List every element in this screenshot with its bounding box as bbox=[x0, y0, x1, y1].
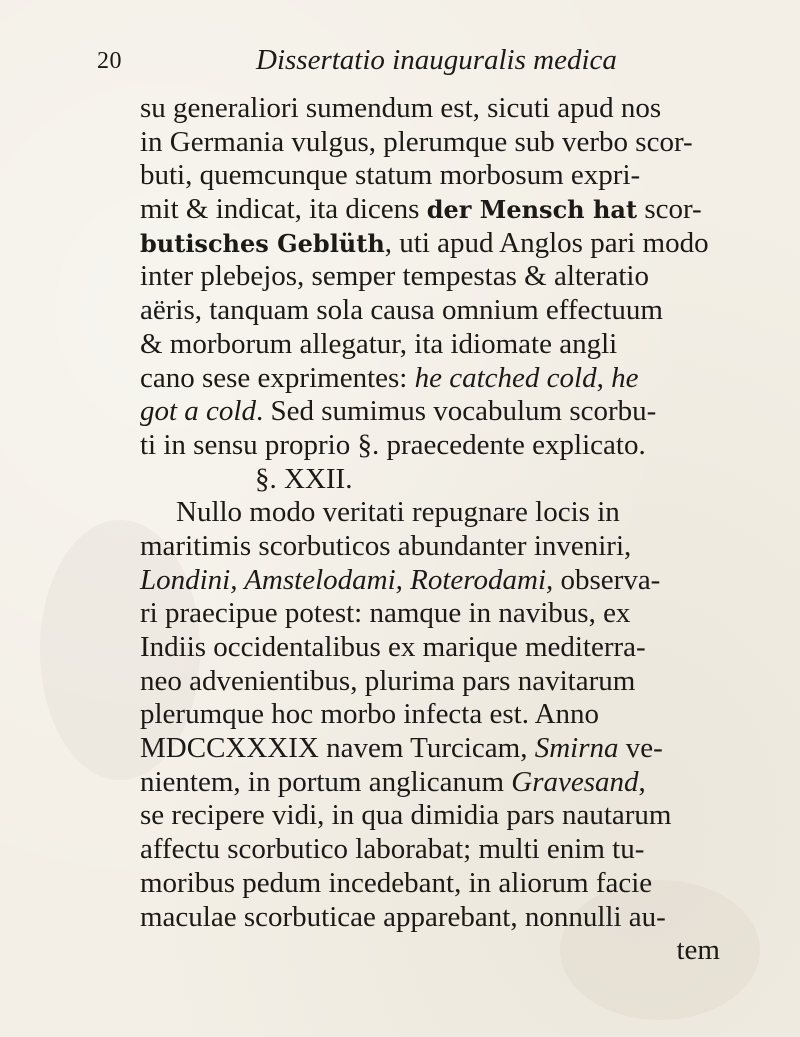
text-line: plerumque hoc morbo infecta est. Anno bbox=[140, 698, 600, 731]
text-line: in Germania vulgus, plerumque sub verbo scor- bbox=[140, 125, 693, 158]
english-phrase: he bbox=[611, 361, 639, 394]
page-number: 20 bbox=[97, 48, 122, 74]
text-line: su generaliori sumendum est, sicuti apud nos bbox=[140, 92, 662, 124]
body-text bbox=[140, 92, 780, 968]
text-line: ti in sensu proprio §. praecedente explicato. bbox=[140, 428, 646, 461]
text-line: Indiis occidentalibus ex marique mediterra- bbox=[140, 631, 646, 663]
text-line: moribus pedum incedebant, in aliorum facie bbox=[140, 866, 653, 899]
page-header bbox=[0, 44, 800, 84]
text-line: butisches Geblüth, uti apud Anglos pari modo bbox=[140, 226, 709, 259]
running-title: Dissertatio inauguralis medica bbox=[256, 44, 617, 76]
text-line: inter plebejos, semper tempestas & alteratio bbox=[140, 260, 649, 293]
text-line: cano sese exprimentes: he catched cold, he bbox=[140, 361, 639, 394]
german-phrase: der Mensch hat bbox=[426, 195, 638, 225]
english-phrase: he catched cold bbox=[414, 361, 597, 394]
place-name: Gravesand bbox=[511, 765, 639, 798]
section-heading: §. XXII. bbox=[255, 462, 353, 495]
text-line: & morborum allegatur, ita idiomate angli bbox=[140, 327, 618, 360]
text-line: Nullo modo veritati repugnare locis in bbox=[176, 496, 620, 529]
text-line: mit & indicat, ita dicens der Mensch hat scor- bbox=[140, 193, 702, 226]
text-line: maculae scorbuticae apparebant, nonnulli au- bbox=[140, 900, 666, 933]
text-line: aëris, tanquam sola causa omnium effectuum bbox=[140, 294, 663, 327]
place-names: Londini, Amstelodami, Roterodami, bbox=[140, 563, 554, 596]
text-line: se recipere vidi, in qua dimidia pars nautarum bbox=[140, 799, 672, 832]
text-line: maritimis scorbuticos abundanter inveniri, bbox=[140, 529, 632, 562]
text-line: affectu scorbutico laborabat; multi enim tu- bbox=[140, 833, 645, 866]
text-line: buti, quemcunque statum morbosum expri- bbox=[140, 159, 641, 192]
text-line: ri praecipue potest: namque in navibus, ex bbox=[140, 597, 631, 630]
english-phrase: got a cold bbox=[140, 395, 256, 428]
catchword: tem bbox=[676, 934, 720, 967]
text-line: MDCCXXXIX navem Turcicam, Smirna ve- bbox=[140, 732, 663, 765]
text-line: got a cold. Sed sumimus vocabulum scorbu- bbox=[140, 395, 657, 428]
place-name: Smirna bbox=[534, 732, 619, 765]
german-phrase: butisches Geblüth bbox=[140, 228, 385, 258]
text-line: Londini, Amstelodami, Roterodami, observa- bbox=[140, 563, 661, 596]
text-line: neo advenientibus, plurima pars navitarum bbox=[140, 664, 636, 697]
text-line: nientem, in portum anglicanum Gravesand, bbox=[140, 765, 646, 798]
